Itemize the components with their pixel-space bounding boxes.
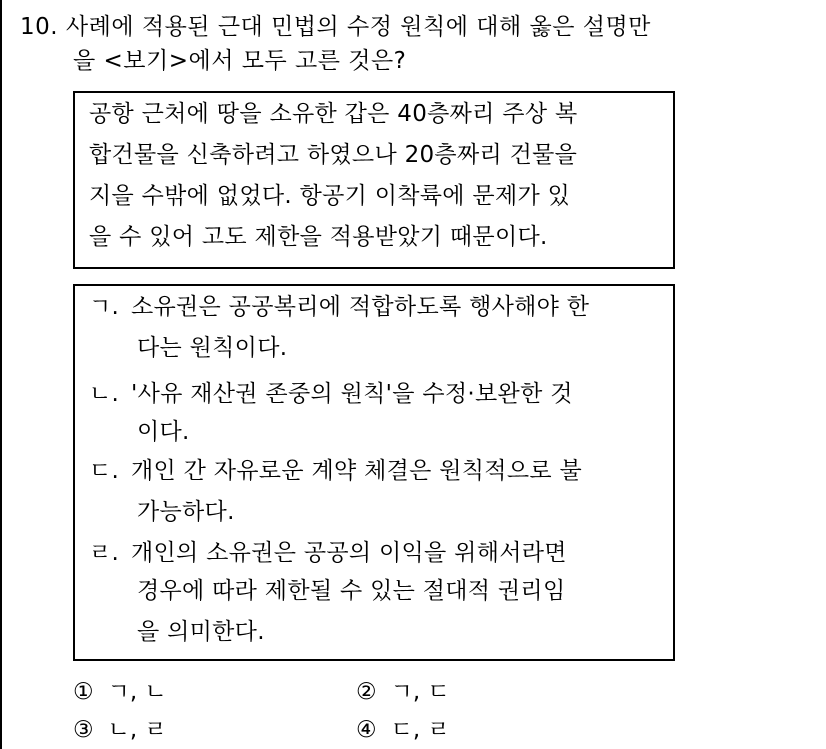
page-left-border <box>0 0 2 749</box>
choice-marker-giyeok: ㄱ. <box>89 294 120 320</box>
answer-number: ③ <box>73 717 94 743</box>
choice-text: '사유 재산권 존중의 원칙'을 수정·보완한 것 <box>131 381 573 407</box>
scenario-line: 을 수 있어 고도 제한을 적용받았기 때문이다. <box>89 224 548 250</box>
answer-number: ① <box>73 679 94 705</box>
choice-text: 이다. <box>137 419 190 445</box>
question-stem-line-2: 을 <보기>에서 모두 고른 것은? <box>73 48 407 74</box>
choice-text: 가능하다. <box>137 499 235 525</box>
answer-number: ④ <box>356 717 377 743</box>
choice-marker-digeut: ㄷ. <box>89 458 120 484</box>
choice-text: 개인 간 자유로운 계약 체결은 원칙적으로 불 <box>131 458 582 484</box>
choice-text: 개인의 소유권은 공공의 이익을 위해서라면 <box>131 540 567 566</box>
answer-number: ② <box>356 679 377 705</box>
choice-text: 소유권은 공공복리에 적합하도록 행사해야 한 <box>131 294 590 320</box>
answer-option-3[interactable] <box>73 715 167 745</box>
question-stem-line-1: 10. 사례에 적용된 근대 민법의 수정 원칙에 대해 옳은 설명만 <box>20 14 651 40</box>
answer-option-1[interactable] <box>73 677 167 707</box>
choice-text: 다는 원칙이다. <box>137 335 288 361</box>
choice-text: 을 의미한다. <box>137 619 265 645</box>
answer-text: ㄱ, ㄴ <box>107 679 167 705</box>
answer-text: ㄱ, ㄷ <box>390 679 450 705</box>
choice-text: 경우에 따라 제한될 수 있는 절대적 권리임 <box>137 578 566 604</box>
scenario-line: 지을 수밖에 없었다. 항공기 이착륙에 문제가 있 <box>89 183 571 209</box>
answer-text: ㄴ, ㄹ <box>107 717 167 743</box>
choice-marker-rieul: ㄹ. <box>89 540 120 566</box>
answer-text: ㄷ, ㄹ <box>390 717 450 743</box>
scenario-line: 합건물을 신축하려고 하였으나 20층짜리 건물을 <box>89 142 578 168</box>
answer-option-2[interactable] <box>356 677 450 707</box>
scenario-box <box>73 91 675 269</box>
scenario-line: 공항 근처에 땅을 소유한 갑은 40층짜리 주상 복 <box>89 101 578 127</box>
answer-option-4[interactable] <box>356 715 450 745</box>
choice-marker-nieun: ㄴ. <box>89 381 120 407</box>
choices-box <box>73 284 675 661</box>
